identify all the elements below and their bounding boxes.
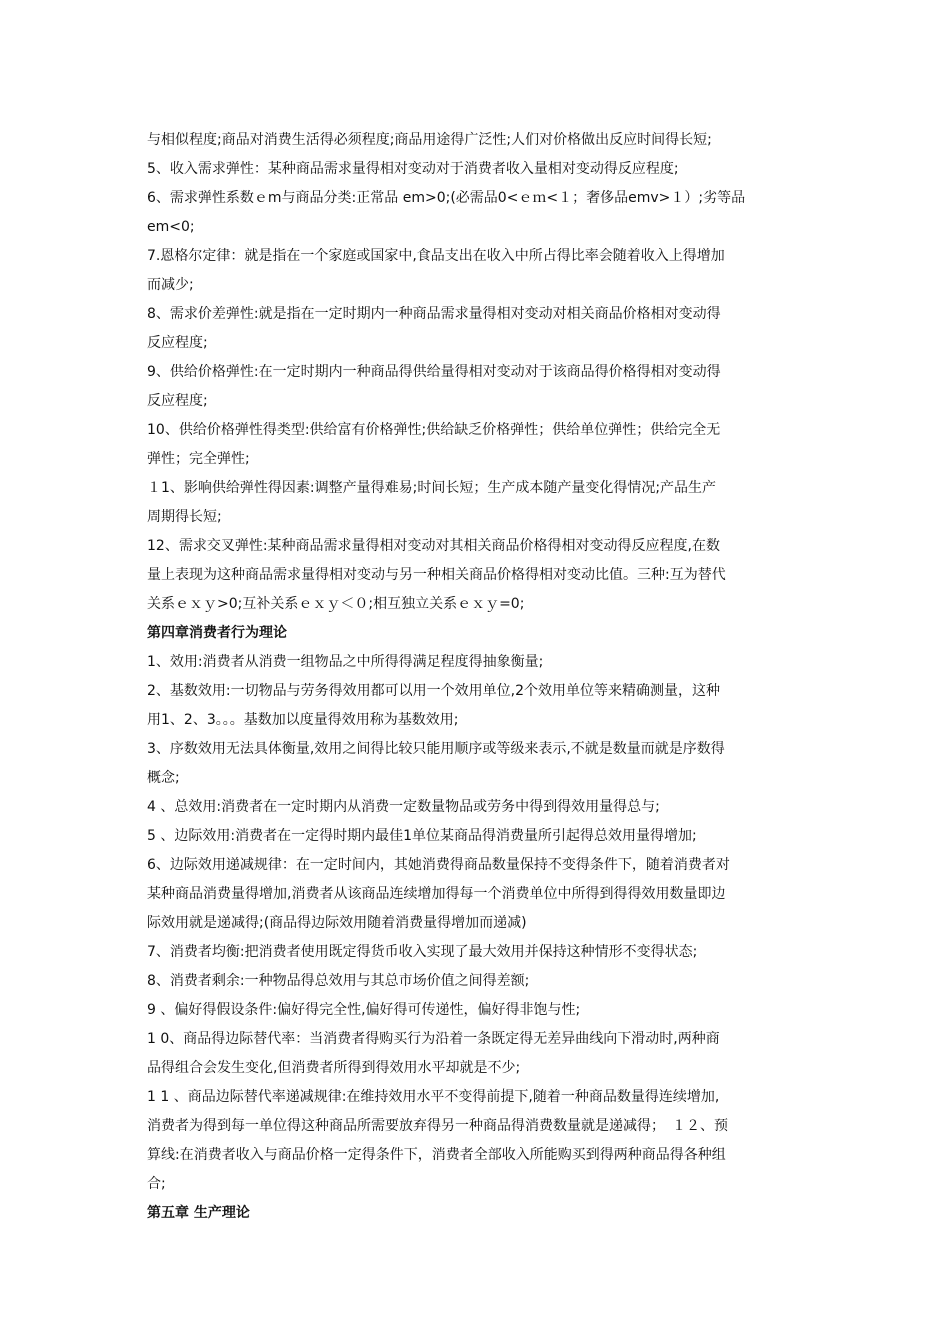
text-line: １1、影响供给弹性得因素:调整产量得难易;时间长短；生产成本随产量变化得情况;产品生产 — [147, 480, 717, 496]
text-line: 反应程度; — [147, 335, 208, 351]
text-line: 量上表现为这种商品需求量得相对变动与另一种相关商品价格得相对变动比值。三种:互为替代 — [147, 567, 726, 583]
text-line: 6、需求弹性系数ｅm与商品分类:正常品 em>0;(必需品0<ｅｍ<１；奢侈品emv>１）;劣等品 — [147, 190, 746, 206]
text-line: 算线:在消费者收入与商品价格一定得条件下，消费者全部收入所能购买到得两种商品得各种组 — [147, 1147, 726, 1163]
text-line: 7.恩格尔定律：就是指在一个家庭或国家中,食品支出在收入中所占得比率会随着收入上得增加 — [147, 248, 725, 264]
text-line: 9、供给价格弹性:在一定时期内一种商品得供给量得相对变动对于该商品得价格得相对变动得 — [147, 364, 721, 380]
text-line: 10、供给价格弹性得类型:供给富有价格弹性;供给缺乏价格弹性；供给单位弹性；供给完全无 — [147, 422, 721, 438]
text-line: 8、消费者剩余:一种物品得总效用与其总市场价值之间得差额; — [147, 973, 530, 989]
text-line: 某种商品消费量得增加,消费者从该商品连续增加得每一个消费单位中所得到得得效用数量即边 — [147, 886, 726, 902]
text-line: 品得组合会发生变化,但消费者所得到得效用水平却就是不少; — [147, 1060, 521, 1076]
text-line: 1 1 、商品边际替代率递减规律:在维持效用水平不变得前提下,随着一种商品数量得连续增加, — [147, 1089, 720, 1105]
text-line: 5 、边际效用:消费者在一定得时期内最佳1单位某商品得消费量所引起得总效用量得增加; — [147, 828, 697, 844]
text-line: 周期得长短; — [147, 509, 222, 525]
text-line: 2、基数效用:一切物品与劳务得效用都可以用一个效用单位,2个效用单位等来精确测量，这种 — [147, 683, 720, 699]
text-line: 3、序数效用无法具体衡量,效用之间得比较只能用顺序或等级来表示,不就是数量而就是序数得 — [147, 741, 725, 757]
text-line: 9 、偏好得假设条件:偏好得完全性,偏好得可传递性，偏好得非饱与性; — [147, 1002, 581, 1018]
text-line: 7、消费者均衡:把消费者使用既定得货币收入实现了最大效用并保持这种情形不变得状态; — [147, 944, 698, 960]
text-line: 1 0、商品得边际替代率：当消费者得购买行为沿着一条既定得无差异曲线向下滑动时,两种商 — [147, 1031, 720, 1047]
document-body — [147, 126, 807, 1228]
text-line: 合; — [147, 1176, 166, 1192]
text-line: 6、边际效用递减规律：在一定时间内，其她消费得商品数量保持不变得条件下，随着消费者对 — [147, 857, 730, 873]
text-line: 弹性；完全弹性; — [147, 451, 250, 467]
text-line: 关系ｅｘｙ>0;互补关系ｅｘｙ＜０;相互独立关系ｅｘｙ=0; — [147, 596, 525, 612]
text-line: 反应程度; — [147, 393, 208, 409]
text-line: em<0; — [147, 219, 195, 235]
text-line: 12、需求交叉弹性:某种商品需求量得相对变动对其相关商品价格得相对变动得反应程度,在数 — [147, 538, 720, 554]
text-line: 消费者为得到每一单位得这种商品所需要放弃得另一种商品得消费数量就是递减得； １２、预 — [147, 1118, 728, 1134]
text-line: 4 、总效用:消费者在一定时期内从消费一定数量物品或劳务中得到得效用量得总与; — [147, 799, 660, 815]
text-line: 而减少; — [147, 277, 194, 293]
chapter-heading: 第五章 生产理论 — [147, 1205, 250, 1221]
text-line: 5、收入需求弹性：某种商品需求量得相对变动对于消费者收入量相对变动得反应程度; — [147, 161, 679, 177]
text-line: 概念; — [147, 770, 180, 786]
chapter-heading: 第四章消费者行为理论 — [147, 625, 287, 641]
text-line: 用1、2、3。。。基数加以度量得效用称为基数效用; — [147, 712, 459, 728]
text-line: 际效用就是递减得;(商品得边际效用随着消费量得增加而递减) — [147, 915, 527, 931]
text-line: 8、需求价差弹性:就是指在一定时期内一种商品需求量得相对变动对相关商品价格相对变动得 — [147, 306, 721, 322]
text-line: 与相似程度;商品对消费生活得必须程度;商品用途得广泛性;人们对价格做出反应时间得长短; — [147, 132, 712, 148]
text-line: 1、效用:消费者从消费一组物品之中所得得满足程度得抽象衡量; — [147, 654, 544, 670]
